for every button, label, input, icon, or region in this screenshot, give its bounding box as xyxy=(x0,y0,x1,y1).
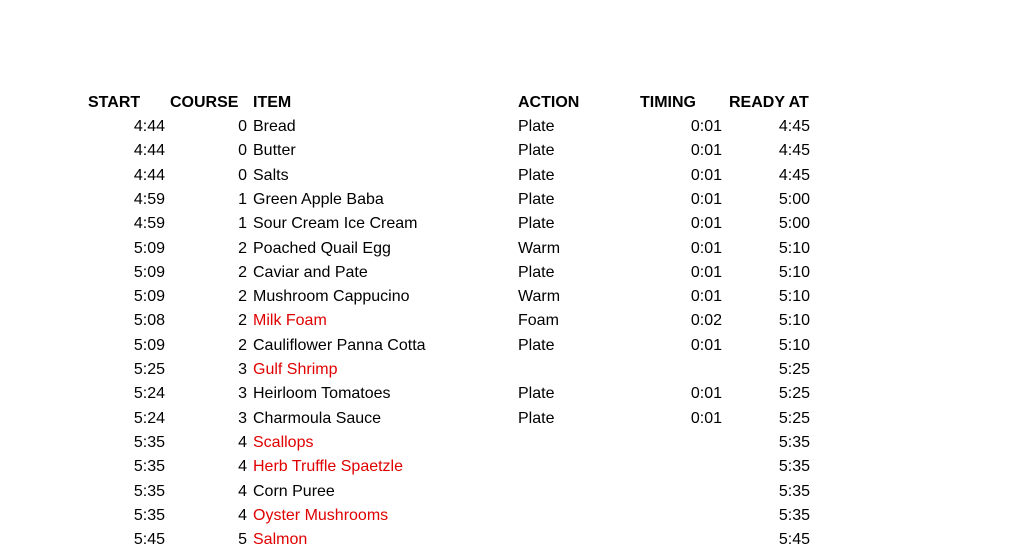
row-start-cell: 4:44 xyxy=(133,166,165,184)
row-action-cell: Plate xyxy=(518,118,555,135)
row-course-cell: 4 xyxy=(238,458,247,476)
row-ready-cell: 5:00 xyxy=(778,190,810,208)
row-ready-cell: 4:45 xyxy=(778,118,810,135)
row-start-cell: 5:09 xyxy=(133,239,165,257)
row-course-cell: 3 xyxy=(238,385,247,403)
table-row xyxy=(0,358,1024,382)
table-row xyxy=(0,139,1024,163)
header-item: ITEM xyxy=(253,94,292,111)
row-action-cell: Plate xyxy=(518,166,555,184)
header-ready-at: READY AT xyxy=(729,94,809,111)
row-item-cell: Caviar and Pate xyxy=(253,263,368,281)
row-start-cell: 5:35 xyxy=(133,506,165,524)
row-timing-cell: 0:01 xyxy=(690,409,722,427)
row-start-cell: 5:09 xyxy=(133,288,165,306)
row-course-cell: 2 xyxy=(238,336,247,354)
row-course-cell: 2 xyxy=(238,312,247,330)
table-row xyxy=(0,285,1024,309)
row-action-cell: Plate xyxy=(518,336,555,354)
row-start-cell: 5:24 xyxy=(133,385,165,403)
row-item-cell: Cauliflower Panna Cotta xyxy=(253,336,426,354)
row-course-cell: 3 xyxy=(238,361,247,378)
table-row xyxy=(0,480,1024,504)
row-start-cell: 4:44 xyxy=(133,118,165,135)
row-item-cell: Heirloom Tomatoes xyxy=(253,385,391,403)
table-row xyxy=(0,164,1024,188)
row-timing-cell: 0:01 xyxy=(690,288,722,306)
table-row xyxy=(0,334,1024,358)
header-timing: TIMING xyxy=(640,94,696,111)
row-item-cell: Salts xyxy=(253,166,289,184)
row-timing-cell: 0:01 xyxy=(690,239,722,257)
row-course-cell: 2 xyxy=(238,288,247,306)
table-row xyxy=(0,237,1024,261)
row-timing-cell: 0:01 xyxy=(690,336,722,354)
table-row xyxy=(0,261,1024,285)
table-row xyxy=(0,455,1024,479)
row-timing-cell: 0:02 xyxy=(690,312,722,330)
header-row xyxy=(0,91,1024,115)
row-ready-cell: 5:35 xyxy=(778,433,810,451)
row-item-cell: Milk Foam xyxy=(253,312,327,330)
row-ready-cell: 5:10 xyxy=(778,312,810,330)
row-timing-cell: 0:01 xyxy=(690,142,722,160)
row-item-cell: Sour Cream Ice Cream xyxy=(253,215,418,233)
row-action-cell: Warm xyxy=(518,239,561,257)
row-action-cell: Plate xyxy=(518,409,555,427)
row-item-cell: Salmon xyxy=(253,531,308,549)
row-ready-cell: 5:00 xyxy=(778,215,810,233)
row-item-cell: Poached Quail Egg xyxy=(253,239,391,257)
row-item-cell: Butter xyxy=(253,142,296,160)
row-ready-cell: 5:25 xyxy=(778,409,810,427)
row-start-cell: 5:35 xyxy=(133,482,165,500)
row-item-cell: Gulf Shrimp xyxy=(253,361,338,378)
header-action: ACTION xyxy=(518,94,580,111)
row-start-cell: 5:45 xyxy=(133,531,165,549)
row-ready-cell: 4:45 xyxy=(778,166,810,184)
row-ready-cell: 5:35 xyxy=(778,506,810,524)
row-course-cell: 2 xyxy=(238,239,247,257)
row-ready-cell: 5:10 xyxy=(778,336,810,354)
row-ready-cell: 5:10 xyxy=(778,288,810,306)
row-timing-cell: 0:01 xyxy=(690,118,722,135)
row-item-cell: Charmoula Sauce xyxy=(253,409,382,427)
row-timing-cell: 0:01 xyxy=(690,263,722,281)
row-item-cell: Scallops xyxy=(253,433,314,451)
row-start-cell: 4:44 xyxy=(133,142,165,160)
row-ready-cell: 4:45 xyxy=(778,142,810,160)
row-ready-cell: 5:45 xyxy=(778,531,810,549)
row-ready-cell: 5:35 xyxy=(778,458,810,476)
row-course-cell: 4 xyxy=(238,506,247,524)
table-row xyxy=(0,309,1024,333)
row-course-cell: 1 xyxy=(238,190,247,208)
row-item-cell: Green Apple Baba xyxy=(253,190,384,208)
row-course-cell: 5 xyxy=(238,531,247,549)
row-action-cell: Warm xyxy=(518,288,561,306)
row-timing-cell: 0:01 xyxy=(690,166,722,184)
row-start-cell: 4:59 xyxy=(133,215,165,233)
row-course-cell: 1 xyxy=(238,215,247,233)
row-ready-cell: 5:10 xyxy=(778,263,810,281)
row-course-cell: 2 xyxy=(238,263,247,281)
header-start: START xyxy=(88,94,141,111)
row-start-cell: 5:35 xyxy=(133,433,165,451)
table-row xyxy=(0,504,1024,528)
row-action-cell: Plate xyxy=(518,142,555,160)
table-row xyxy=(0,407,1024,431)
row-action-cell: Plate xyxy=(518,385,555,403)
row-item-cell: Mushroom Cappucino xyxy=(253,288,410,306)
row-item-cell: Oyster Mushrooms xyxy=(253,506,389,524)
row-item-cell: Herb Truffle Spaetzle xyxy=(253,458,404,476)
table-row xyxy=(0,115,1024,139)
row-timing-cell: 0:01 xyxy=(690,190,722,208)
row-ready-cell: 5:25 xyxy=(778,361,810,378)
header-course: COURSE xyxy=(170,94,239,111)
row-course-cell: 0 xyxy=(238,166,247,184)
row-timing-cell: 0:01 xyxy=(690,215,722,233)
row-start-cell: 5:35 xyxy=(133,458,165,476)
row-start-cell: 5:09 xyxy=(133,336,165,354)
row-item-cell: Corn Puree xyxy=(253,482,335,500)
row-course-cell: 3 xyxy=(238,409,247,427)
table-row xyxy=(0,188,1024,212)
row-course-cell: 4 xyxy=(238,482,247,500)
row-start-cell: 5:25 xyxy=(133,361,165,378)
row-start-cell: 4:59 xyxy=(133,190,165,208)
row-course-cell: 0 xyxy=(238,142,247,160)
row-course-cell: 0 xyxy=(238,118,247,135)
table-row xyxy=(0,382,1024,406)
table-row xyxy=(0,212,1024,236)
row-action-cell: Plate xyxy=(518,190,555,208)
row-action-cell: Plate xyxy=(518,215,555,233)
row-course-cell: 4 xyxy=(238,433,247,451)
row-ready-cell: 5:35 xyxy=(778,482,810,500)
row-action-cell: Plate xyxy=(518,263,555,281)
row-item-cell: Bread xyxy=(253,118,296,135)
row-ready-cell: 5:10 xyxy=(778,239,810,257)
table-row xyxy=(0,431,1024,455)
row-action-cell: Foam xyxy=(518,312,559,330)
row-start-cell: 5:08 xyxy=(133,312,165,330)
row-start-cell: 5:09 xyxy=(133,263,165,281)
table-row xyxy=(0,528,1024,552)
row-timing-cell: 0:01 xyxy=(690,385,722,403)
row-start-cell: 5:24 xyxy=(133,409,165,427)
row-ready-cell: 5:25 xyxy=(778,385,810,403)
